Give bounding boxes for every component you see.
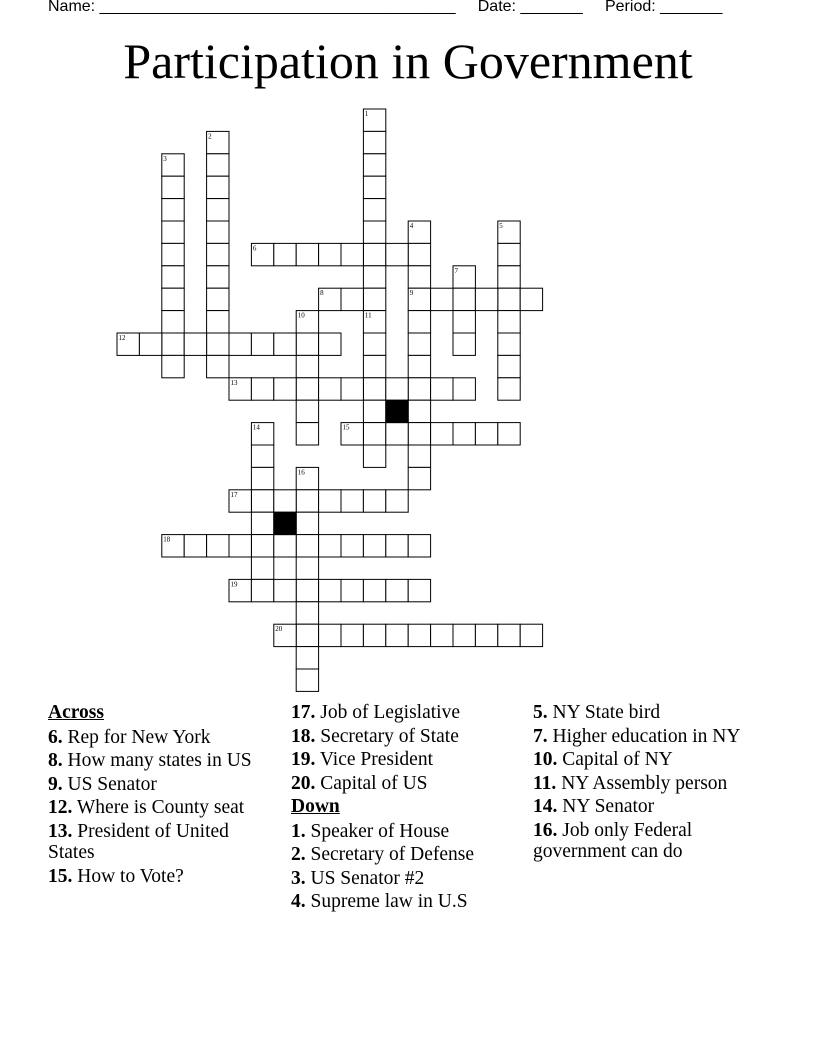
cell-number: 18 — [163, 535, 171, 544]
clue-item — [533, 820, 748, 863]
clue-item — [291, 749, 521, 771]
clue-text: US Senator — [62, 773, 157, 795]
grid-cell[interactable] — [408, 311, 430, 333]
grid-cell[interactable] — [363, 624, 385, 646]
clue-text: Rep for New York — [62, 726, 211, 748]
grid-cell[interactable] — [296, 512, 318, 534]
clue-text: Job only Federal government can do — [533, 819, 693, 862]
clue-item — [48, 774, 278, 796]
clue-item — [533, 749, 748, 771]
grid-cell[interactable] — [319, 333, 341, 355]
clue-number: 13. — [48, 820, 73, 842]
clue-number: 1. — [291, 820, 306, 842]
grid-cell[interactable] — [498, 624, 520, 646]
grid-cell[interactable] — [520, 288, 542, 310]
clue-number: 14. — [533, 796, 558, 817]
clue-text: NY Assembly person — [556, 772, 728, 794]
grid-cell[interactable] — [207, 243, 229, 265]
across-heading: Across — [48, 702, 104, 723]
grid-cell[interactable] — [408, 445, 430, 467]
name-label: Name: — [48, 0, 96, 15]
grid-cell[interactable] — [408, 266, 430, 288]
cell-number: 4 — [409, 222, 414, 230]
grid-cell[interactable] — [386, 423, 408, 445]
grid-cell[interactable] — [274, 579, 296, 601]
grid-cell[interactable] — [207, 333, 229, 355]
grid-cell[interactable] — [453, 423, 475, 445]
clue-item — [48, 797, 278, 819]
grid-cell[interactable] — [386, 579, 408, 601]
grid-cell[interactable] — [363, 355, 385, 377]
grid-cell[interactable] — [408, 423, 430, 445]
grid-cell[interactable] — [363, 423, 385, 445]
grid-cell[interactable] — [319, 378, 341, 400]
clue-number: 18. — [291, 725, 316, 747]
grid-cell[interactable] — [386, 624, 408, 646]
grid-cell[interactable] — [296, 579, 318, 601]
cell-number: 1 — [364, 110, 369, 118]
clue-text: Supreme law in U.S — [305, 891, 468, 912]
grid-cell[interactable] — [363, 378, 385, 400]
clue-item — [533, 773, 748, 795]
clue-text: Secretary of Defense — [305, 844, 474, 865]
grid-cell[interactable] — [251, 333, 273, 355]
cell-number: 16 — [297, 468, 305, 477]
cell-number: 8 — [320, 289, 324, 298]
grid-cell[interactable] — [498, 423, 520, 445]
cell-number: 10 — [297, 311, 305, 320]
clue-item — [48, 750, 278, 772]
grid-cell[interactable] — [162, 355, 184, 377]
grid-cell[interactable] — [431, 378, 453, 400]
grid-cell[interactable] — [162, 311, 184, 333]
clue-item — [48, 821, 278, 864]
clue-text: How many states in US — [62, 750, 252, 771]
period-label: Period: — [604, 0, 656, 15]
clue-number: 16. — [533, 819, 558, 841]
grid-cell[interactable] — [162, 243, 184, 265]
grid-cell[interactable] — [408, 355, 430, 377]
clue-column-2 — [291, 702, 521, 915]
grid-cell[interactable] — [251, 445, 273, 467]
clue-item — [291, 726, 521, 748]
grid-cell[interactable] — [274, 378, 296, 400]
grid-cell[interactable] — [184, 333, 206, 355]
grid-cell[interactable] — [296, 400, 318, 422]
grid-cell[interactable] — [274, 535, 296, 557]
grid-cell[interactable] — [363, 221, 385, 243]
grid-cell[interactable] — [453, 378, 475, 400]
clue-number: 15. — [48, 865, 73, 887]
grid-cell[interactable] — [162, 176, 184, 198]
clue-item — [291, 773, 521, 795]
grid-cell[interactable] — [251, 512, 273, 534]
clue-number: 3. — [291, 867, 306, 889]
grid-cell[interactable] — [431, 423, 453, 445]
grid-cell[interactable] — [363, 154, 385, 176]
clue-text: Higher education in NY — [547, 725, 741, 747]
grid-cell[interactable] — [207, 355, 229, 377]
clue-text: NY State bird — [547, 702, 661, 723]
grid-cell[interactable] — [363, 266, 385, 288]
cell-number: 9 — [409, 289, 414, 298]
grid-cell[interactable] — [363, 579, 385, 601]
grid-cell[interactable] — [386, 378, 408, 400]
grid-cell[interactable] — [274, 490, 296, 512]
grid-cell[interactable] — [251, 490, 273, 512]
clue-number: 10. — [533, 749, 558, 770]
grid-cell[interactable] — [184, 535, 206, 557]
clue-text: Where is County seat — [72, 797, 245, 818]
clue-item — [291, 702, 521, 724]
grid-cell[interactable] — [363, 131, 385, 153]
grid-cell[interactable] — [162, 199, 184, 221]
clue-text: Job of Legislative — [315, 702, 460, 723]
grid-cell[interactable] — [453, 288, 475, 310]
cell-number: 15 — [342, 423, 350, 432]
cell-number: 7 — [454, 266, 458, 275]
clue-text: Speaker of House — [305, 820, 450, 842]
grid-cell[interactable] — [229, 333, 251, 355]
grid-cell[interactable] — [319, 624, 341, 646]
clue-number: 8. — [48, 750, 63, 771]
grid-cell[interactable] — [207, 176, 229, 198]
clue-item — [291, 891, 521, 913]
cell-number: 11 — [364, 311, 372, 320]
grid-cell[interactable] — [296, 602, 318, 624]
grid-cell[interactable] — [498, 311, 520, 333]
clue-text: Capital of US — [315, 772, 428, 794]
grid-cell[interactable] — [408, 378, 430, 400]
grid-cell[interactable] — [475, 624, 497, 646]
grid-cell[interactable] — [408, 243, 430, 265]
clue-text: President of United States — [48, 820, 229, 863]
grid-cell[interactable] — [453, 624, 475, 646]
grid-cell[interactable] — [341, 624, 363, 646]
grid-cell[interactable] — [162, 266, 184, 288]
clue-number: 11. — [533, 772, 557, 794]
grid-cell[interactable] — [296, 624, 318, 646]
grid-cell[interactable] — [341, 243, 363, 265]
grid-cell[interactable] — [498, 333, 520, 355]
grid-cell[interactable] — [498, 243, 520, 265]
grid-cell[interactable] — [319, 490, 341, 512]
grid-cell[interactable] — [408, 400, 430, 422]
clue-item — [533, 726, 748, 748]
grid-cell[interactable] — [498, 355, 520, 377]
grid-cell[interactable] — [251, 467, 273, 489]
grid-cell[interactable] — [162, 221, 184, 243]
clue-number: 4. — [291, 891, 306, 912]
grid-cell[interactable] — [251, 579, 273, 601]
clue-column-1 — [48, 702, 278, 889]
grid-cell[interactable] — [274, 243, 296, 265]
grid-cell[interactable] — [431, 624, 453, 646]
grid-cell[interactable] — [296, 557, 318, 579]
grid-cell[interactable] — [363, 288, 385, 310]
grid-cell[interactable] — [408, 333, 430, 355]
clue-item — [48, 866, 278, 888]
grid-cell[interactable] — [251, 557, 273, 579]
grid-cell[interactable] — [207, 288, 229, 310]
grid-cell[interactable] — [207, 221, 229, 243]
grid-cell[interactable] — [363, 199, 385, 221]
clue-text: Vice President — [315, 749, 433, 770]
grid-cell[interactable] — [274, 333, 296, 355]
black-cell — [274, 512, 296, 534]
date-label: Date: — [477, 0, 516, 15]
cell-number: 3 — [163, 154, 167, 163]
clue-item — [533, 702, 748, 724]
page-title: Participation in Government — [123, 33, 693, 89]
grid-cell[interactable] — [520, 624, 542, 646]
grid-cell[interactable] — [386, 490, 408, 512]
grid-cell[interactable] — [431, 288, 453, 310]
grid-cell[interactable] — [162, 333, 184, 355]
grid-cell[interactable] — [498, 266, 520, 288]
cell-number: 5 — [499, 222, 503, 230]
clue-item — [291, 844, 521, 866]
grid-cell[interactable] — [207, 535, 229, 557]
grid-cell[interactable] — [139, 333, 161, 355]
cell-number: 6 — [252, 244, 257, 253]
clue-text: US Senator #2 — [305, 867, 425, 889]
grid-cell[interactable] — [408, 624, 430, 646]
grid-cell[interactable] — [207, 266, 229, 288]
cell-number: 2 — [208, 132, 212, 141]
grid-cell[interactable] — [408, 535, 430, 557]
grid-cell[interactable] — [207, 154, 229, 176]
grid-cell[interactable] — [341, 378, 363, 400]
grid-cell[interactable] — [341, 288, 363, 310]
grid-cell[interactable] — [453, 333, 475, 355]
grid-cell[interactable] — [341, 579, 363, 601]
clue-text: How to Vote? — [72, 865, 184, 887]
cell-number: 13 — [230, 378, 238, 387]
clue-number: 20. — [291, 772, 316, 794]
cell-number: 20 — [275, 625, 283, 634]
clue-number: 9. — [48, 773, 63, 795]
clue-item — [291, 821, 521, 843]
down-heading: Down — [291, 796, 340, 817]
clue-number: 7. — [533, 725, 548, 747]
grid-cell[interactable] — [408, 579, 430, 601]
grid-cell[interactable] — [363, 176, 385, 198]
grid-cell[interactable] — [341, 490, 363, 512]
grid-cell[interactable] — [363, 333, 385, 355]
clue-text: NY Senator — [557, 796, 655, 817]
grid-cell[interactable] — [363, 243, 385, 265]
grid-cell[interactable] — [363, 445, 385, 467]
grid-cell[interactable] — [319, 535, 341, 557]
cell-number: 17 — [230, 490, 238, 499]
clue-number: 19. — [291, 749, 316, 770]
grid-cell[interactable] — [341, 535, 363, 557]
grid-cell[interactable] — [386, 243, 408, 265]
clue-number: 5. — [533, 702, 548, 723]
grid-cell[interactable] — [363, 400, 385, 422]
grid-cell[interactable] — [296, 355, 318, 377]
clue-item — [48, 727, 278, 749]
cell-number: 19 — [230, 580, 238, 589]
grid-cell[interactable] — [498, 288, 520, 310]
grid-cell[interactable] — [207, 311, 229, 333]
clue-column-3 — [533, 702, 748, 865]
name-blank[interactable]: ________________________________________ — [99, 0, 456, 15]
clue-text: Capital of NY — [557, 749, 673, 770]
grid-cell[interactable] — [296, 647, 318, 669]
grid-cell[interactable] — [363, 490, 385, 512]
grid-cell[interactable] — [475, 423, 497, 445]
grid-cell[interactable] — [296, 490, 318, 512]
clue-item — [533, 796, 748, 818]
grid-cell[interactable] — [408, 467, 430, 489]
grid-cell[interactable] — [475, 288, 497, 310]
clue-number: 6. — [48, 726, 63, 748]
grid-cell[interactable] — [498, 378, 520, 400]
grid-cell[interactable] — [296, 243, 318, 265]
grid-cell[interactable] — [296, 535, 318, 557]
cell-number: 12 — [118, 334, 126, 342]
grid-cell[interactable] — [229, 535, 251, 557]
clue-number: 2. — [291, 844, 306, 865]
clue-number: 17. — [291, 702, 316, 723]
grid-cell[interactable] — [363, 535, 385, 557]
grid-cell[interactable] — [296, 333, 318, 355]
black-cell — [386, 400, 408, 422]
cell-number: 14 — [252, 423, 260, 432]
grid-cell[interactable] — [162, 288, 184, 310]
grid-cell[interactable] — [296, 669, 318, 691]
grid-cell[interactable] — [296, 423, 318, 445]
grid-cell[interactable] — [386, 535, 408, 557]
grid-cell[interactable] — [319, 243, 341, 265]
grid-cell[interactable] — [319, 579, 341, 601]
clue-item — [291, 868, 521, 890]
grid-cell[interactable] — [296, 378, 318, 400]
date-blank[interactable]: _______ — [520, 0, 583, 15]
period-blank[interactable]: _______ — [660, 0, 723, 15]
clue-number: 12. — [48, 797, 73, 818]
grid-cell[interactable] — [251, 535, 273, 557]
grid-cell[interactable] — [453, 311, 475, 333]
clue-text: Secretary of State — [315, 725, 459, 747]
grid-cell[interactable] — [251, 378, 273, 400]
grid-cell[interactable] — [207, 199, 229, 221]
